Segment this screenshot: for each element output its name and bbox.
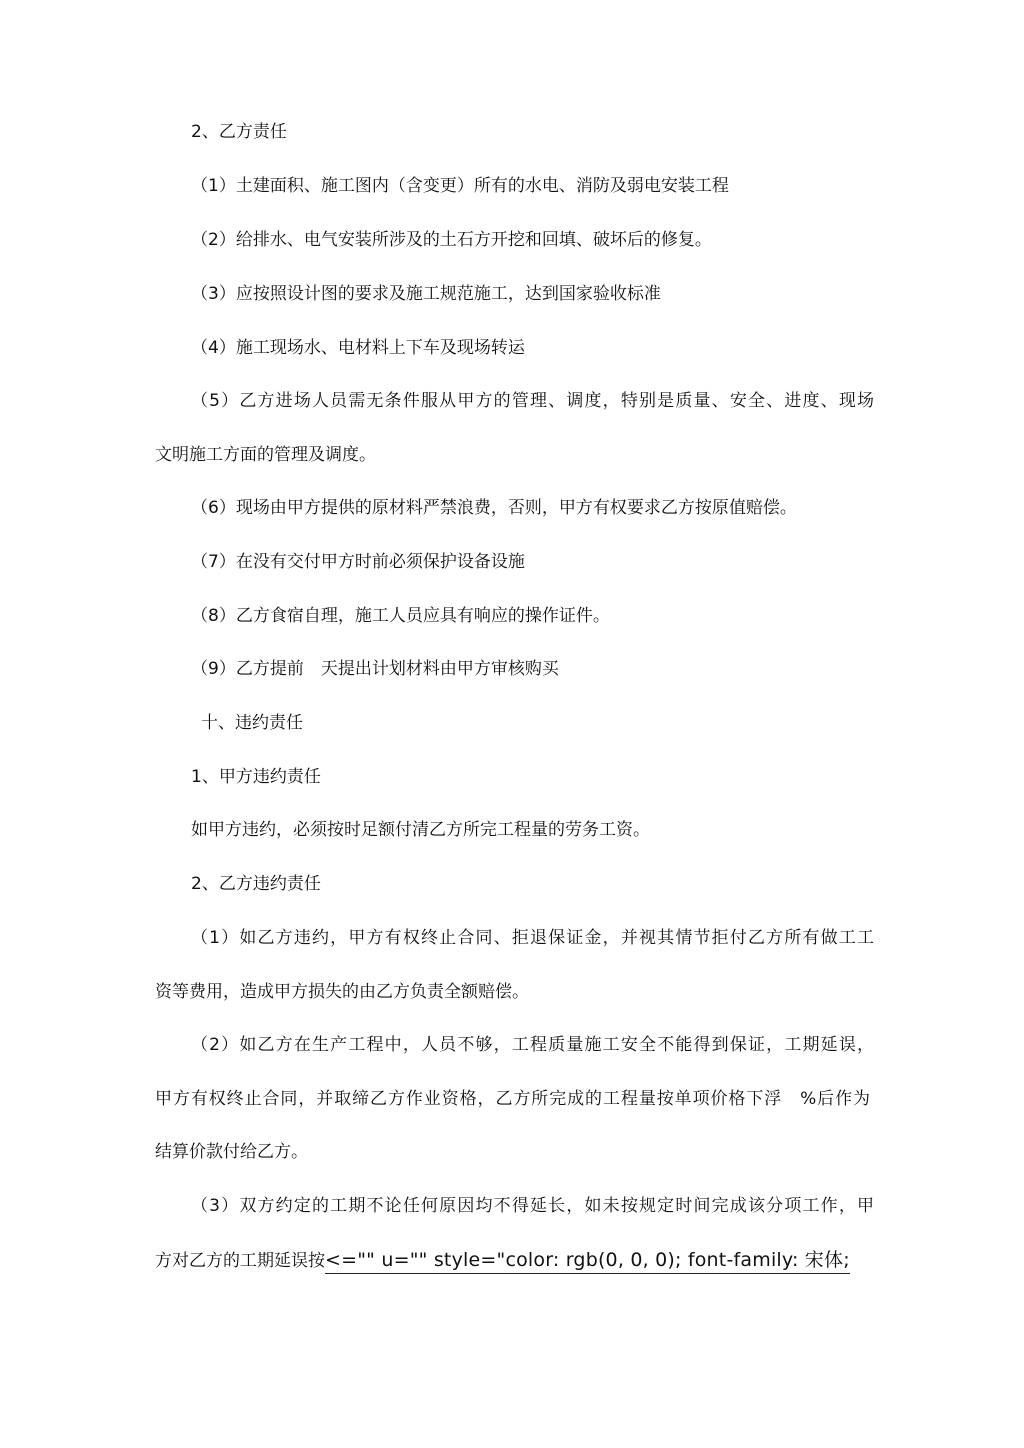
paragraph-line: （3）双方约定的工期不论任何原因均不得延长，如未按规定时间完成该分项工作，甲 (191, 1196, 874, 1216)
section-heading: 1、甲方违约责任 (191, 767, 321, 787)
paragraph-line: （6）现场由甲方提供的原材料严禁浪费，否则，甲方有权要求乙方按原值赔偿。 (191, 498, 797, 518)
paragraph-line: （7）在没有交付甲方时前必须保护设备设施 (191, 552, 525, 572)
paragraph-line: （2）给排水、电气安装所涉及的土石方开挖和回填、破坏后的修复。 (191, 230, 712, 250)
section-heading: 2、乙方违约责任 (191, 874, 321, 894)
section-heading: 2、乙方责任 (191, 122, 287, 142)
paragraph-line: （8）乙方食宿自理，施工人员应具有响应的操作证件。 (191, 606, 610, 626)
paragraph-line: （9）乙方提前 天提出计划材料由甲方审核购买 (191, 659, 559, 679)
section-heading: 十、违约责任 (201, 713, 303, 733)
paragraph-line: （4）施工现场水、电材料上下车及现场转运 (191, 338, 525, 358)
paragraph-line: 结算价款付给乙方。 (155, 1142, 308, 1162)
paragraph-line: （5）乙方进场人员需无条件服从甲方的管理、调度，特别是质量、安全、进度、现场 (191, 391, 874, 411)
paragraph-line: （1）如乙方违约，甲方有权终止合同、拒退保证金，并视其情节拒付乙方所有做工工 (191, 928, 874, 948)
paragraph-line-with-artifact (155, 1246, 850, 1275)
paragraph-line: （1）土建面积、施工图内（含变更）所有的水电、消防及弱电安装工程 (191, 176, 729, 196)
paragraph-line: （3）应按照设计图的要求及施工规范施工，达到国家验收标准 (191, 284, 661, 304)
markup-artifact-text: <="" u="" style="color: rgb(0, 0, 0); font-family: 宋体; (325, 1249, 850, 1274)
paragraph-line: 方对乙方的工期延误按 (155, 1251, 325, 1271)
paragraph-line: 如甲方违约，必须按时足额付清乙方所完工程量的劳务工资。 (191, 820, 650, 840)
paragraph-line: 文明施工方面的管理及调度。 (155, 445, 376, 465)
paragraph-line: 甲方有权终止合同，并取缔乙方作业资格，乙方所完成的工程量按单项价格下浮 %后作为 (155, 1089, 870, 1109)
paragraph-line: 资等费用，造成甲方损失的由乙方负责全额赔偿。 (155, 982, 529, 1002)
paragraph-line: （2）如乙方在生产工程中，人员不够，工程质量施工安全不能得到保证，工期延误， (191, 1035, 874, 1055)
